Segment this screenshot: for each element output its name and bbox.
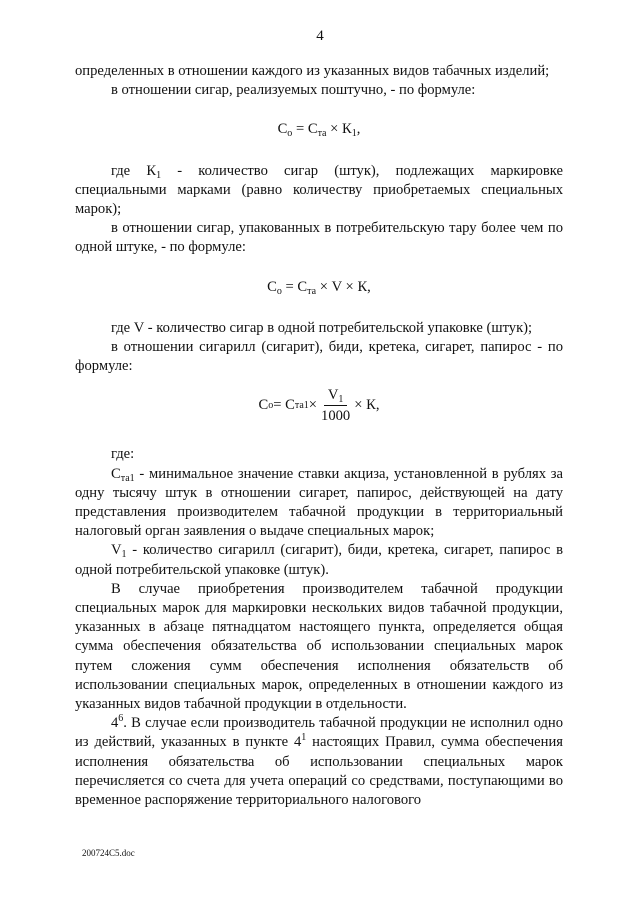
page-number: 4 (316, 28, 324, 44)
paragraph-9: $V_1$ - количество сигарилл (сигарит), биди, кретека, сигарет, папирос в одной потребительской упаковке (штук). (75, 542, 563, 578)
document-body (75, 62, 563, 810)
paragraph-8: $С_{та1}$ - минимальное значение ставки акциза, установленной в рублях за одну тысячу штук в отношении сигарет, папирос, действующей на дату представления производителем табачной продукции в территориальный налоговый орган заявления о выдаче специальных марок; (75, 465, 563, 540)
file-name-footer: 200724C5.doc (82, 848, 135, 858)
paragraph-1: определенных в отношении каждого из указанных видов табачных изделий; (75, 63, 550, 79)
formula-3: С о = С та1 × $\frac{V_1}{1000}$ × К, (258, 387, 380, 425)
fraction (321, 386, 350, 425)
formula-2: $С_о = С_{та} \times V \times К$, (267, 278, 371, 297)
paragraph-6: в отношении сигарилл (сигарит), биди, кретека, сигарет, папирос - по формуле: (75, 339, 563, 375)
paragraph-10: В случае приобретения производителем табачной продукции специальных марок для маркировки нескольких видов табачной продукции, указанных в абзаце пятнадцатом настоящего пункта, определяется общая сумма обеспечения обязательства об использовании специальных марок путем сложения сумм обеспечения исполнения обязательств об использовании специальных марок, определенных в отношении каждого из указанных видов табачной продукции в отдельности. (75, 580, 563, 713)
fraction-numerator: $V_1$ (324, 386, 348, 406)
paragraph-11: $4^6$. В случае если производитель табачной продукции не исполнил одно из действий, указанных в пункте $4^1$ настоящих Правил, сумма обеспечения исполнения обязательства об использовании специальных марок перечисляется со счета для учета операций со средствами, поступающими во временное распоряжение территориального налогового (75, 713, 563, 809)
paragraph-2: в отношении сигар, реализуемых поштучно, - по формуле: (111, 82, 476, 99)
fraction-denominator: 1000 (321, 408, 351, 425)
paragraph-4: в отношении сигар, упакованных в потребительскую тару более чем по одной штуке, - по формуле: (75, 220, 563, 256)
paragraph-3: где $К_1$ - количество сигар (штук), подлежащих маркировке специальными марками (равно количеству приобретаемых специальных марок); (75, 162, 564, 218)
formula-1: $С_о = С_{та} \times К_1$, (277, 121, 361, 140)
paragraph-7: где: (111, 446, 135, 463)
paragraph-5: где V - количество сигар в одной потребительской упаковке (штук); (111, 319, 533, 336)
